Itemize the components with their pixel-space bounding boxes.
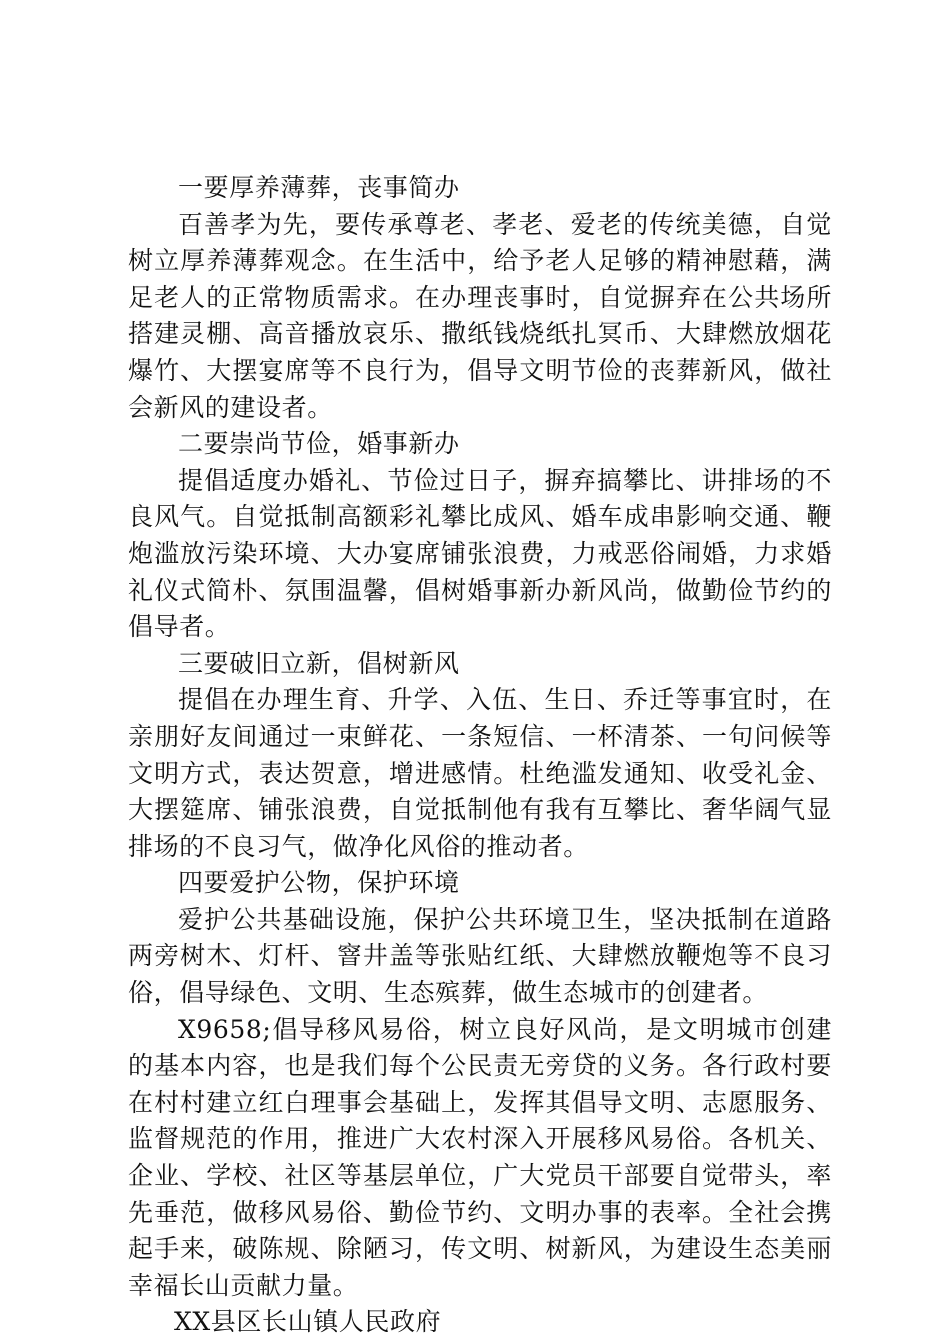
section-1-heading: 一要厚养薄葬，丧事简办 bbox=[178, 173, 460, 202]
section-3-heading: 三要破旧立新，倡树新风 bbox=[178, 648, 460, 678]
section-3-body: 提倡在办理生育、升学、入伍、生日、乔迁等事宜时，在亲朋好友间通过一束鲜花、一条短信、一杯清茶、一句问候等文明方式，表达贺意，增进感情。杜绝滥发通知、收受礼金、大摆筵席、铺张浪费，自觉抵制他有我有互攀比、奢华阔气显排场的不良习气，做净化风俗的推动者。 bbox=[128, 685, 832, 861]
section-2-heading: 二要崇尚节俭，婚事新办 bbox=[178, 429, 460, 459]
closing-paragraph: X9658;倡导移风易俗，树立良好风尚，是文明城市创建的基本内容，也是我们每个公民责无旁贷的义务。各行政村要在村村建立红白理事会基础上，发挥其倡导文明、志愿服务、监督规范的作用，推进广大农村深入开展移风易俗。各机关、企业、学校、社区等基层单位，广大党员干部要自觉带头，率先垂范，做移风易俗、勤俭节约、文明办事的表率。全社会携起手来，破陈规、除陋习，传文明、树新风，为建设生态美丽幸福长山贡献力量。 bbox=[128, 1014, 832, 1300]
signature-line: XX县区长山镇人民政府 bbox=[174, 1307, 442, 1337]
document-page bbox=[128, 170, 832, 1341]
section-2-body: 提倡适度办婚礼、节俭过日子，摒弃搞攀比、讲排场的不良风气。自觉抵制高额彩礼攀比成风、婚车成串影响交通、鞭炮滥放污染环境、大办宴席铺张浪费，力戒恶俗闹婚，力求婚礼仪式简朴、氛围温馨，倡树婚事新办新风尚，做勤俭节约的倡导者。 bbox=[128, 465, 832, 642]
section-4-body: 爱护公共基础设施，保护公共环境卫生，坚决抵制在道路两旁树木、灯杆、窨井盖等张贴红纸、大肆燃放鞭炮等不良习俗，倡导绿色、文明、生态殡葬，做生态城市的创建者。 bbox=[128, 904, 832, 1008]
section-1-body: 百善孝为先，要传承尊老、孝老、爱老的传统美德，自觉树立厚养薄葬观念。在生活中，给予老人足够的精神慰藉，满足老人的正常物质需求。在办理丧事时，自觉摒弃在公共场所搭建灵棚、高音播放哀乐、撒纸钱烧纸扎冥币、大肆燃放烟花爆竹、大摆宴席等不良行为，倡导文明节俭的丧葬新风，做社会新风的建设者。 bbox=[128, 209, 832, 422]
section-4-heading: 四要爱护公物，保护环境 bbox=[178, 868, 460, 898]
